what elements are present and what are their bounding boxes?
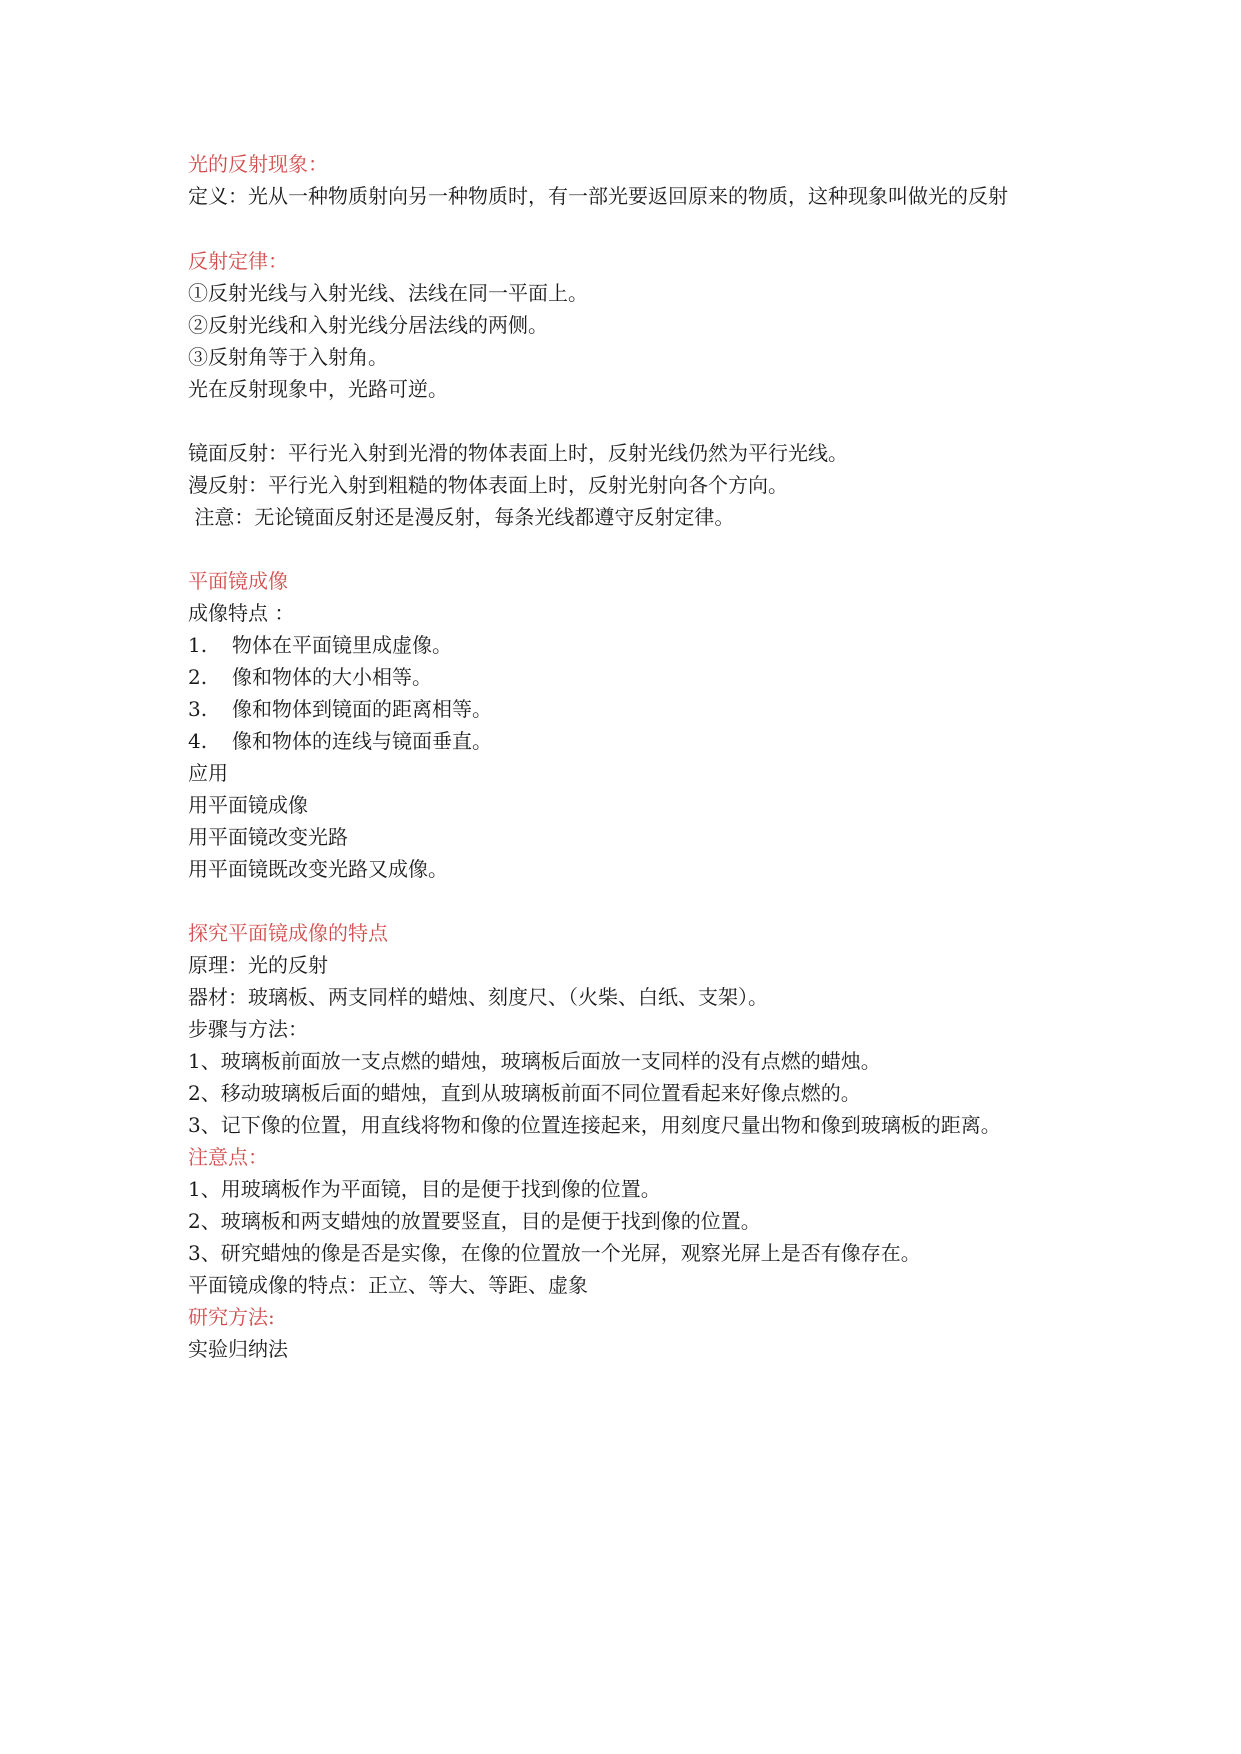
feature-item: [188, 725, 1068, 757]
materials-text: 器材：玻璃板、两支同样的蜡烛、刻度尺、（火柴、白纸、支架）。: [188, 985, 768, 1009]
feature-text: 像和物体到镜面的距离相等。: [232, 697, 492, 721]
step-item: 3、记下像的位置，用直线将物和像的位置连接起来，用刻度尺量出物和像到玻璃板的距离。: [188, 1113, 1001, 1137]
section-title-plane-mirror: 平面镜成像: [188, 569, 288, 593]
spacer: [188, 213, 1068, 245]
reflection-definition: 定义：光从一种物质射向另一种物质时，有一部光要返回原来的物质，这种现象叫做光的反射: [188, 184, 1008, 208]
steps-label: 步骤与方法：: [188, 1017, 308, 1041]
feature-number: 2.: [188, 665, 208, 689]
feature-number: 3.: [188, 697, 208, 721]
reversible-path-text: 光在反射现象中，光路可逆。: [188, 377, 448, 401]
application-item: 用平面镜既改变光路又成像。: [188, 857, 448, 881]
feature-text: 物体在平面镜里成虚像。: [232, 633, 452, 657]
section-title-reflection: 光的反射现象：: [188, 152, 328, 176]
law-item: ③反射角等于入射角。: [188, 345, 388, 369]
summary-text: 平面镜成像的特点：正立、等大、等距、虚象: [188, 1273, 588, 1297]
step-item: 1、玻璃板前面放一支点燃的蜡烛，玻璃板后面放一支同样的没有点燃的蜡烛。: [188, 1049, 881, 1073]
note-item: 1、用玻璃板作为平面镜，目的是便于找到像的位置。: [188, 1177, 661, 1201]
notes-title: 注意点：: [188, 1145, 268, 1169]
principle-text: 原理：光的反射: [188, 953, 328, 977]
feature-item: [188, 629, 1068, 661]
section-title-reflection-law: 反射定律：: [188, 249, 288, 273]
method-text: 实验归纳法: [188, 1337, 288, 1361]
note-item: 2、玻璃板和两支蜡烛的放置要竖直，目的是便于找到像的位置。: [188, 1209, 761, 1233]
feature-number: 4.: [188, 729, 208, 753]
feature-number: 1.: [188, 633, 208, 657]
spacer: [188, 885, 1068, 917]
section-title-experiment: 探究平面镜成像的特点: [188, 921, 388, 945]
feature-text: 像和物体的大小相等。: [232, 665, 432, 689]
specular-reflection-text: 镜面反射：平行光入射到光滑的物体表面上时，反射光线仍然为平行光线。: [188, 441, 848, 465]
note-item: 3、研究蜡烛的像是否是实像，在像的位置放一个光屏，观察光屏上是否有像存在。: [188, 1241, 921, 1265]
diffuse-reflection-text: 漫反射：平行光入射到粗糙的物体表面上时，反射光射向各个方向。: [188, 473, 788, 497]
feature-text: 像和物体的连线与镜面垂直。: [232, 729, 492, 753]
step-item: 2、移动玻璃板后面的蜡烛，直到从玻璃板前面不同位置看起来好像点燃的。: [188, 1081, 861, 1105]
law-item: ①反射光线与入射光线、法线在同一平面上。: [188, 281, 588, 305]
document-content: [188, 148, 1068, 1365]
law-item: ②反射光线和入射光线分居法线的两侧。: [188, 313, 548, 337]
applications-label: 应用: [188, 761, 228, 785]
reflection-note: 注意：无论镜面反射还是漫反射，每条光线都遵守反射定律。: [188, 505, 735, 529]
spacer: [188, 405, 1068, 437]
feature-item: [188, 693, 1068, 725]
application-item: 用平面镜改变光路: [188, 825, 348, 849]
features-label: 成像特点 ：: [188, 601, 295, 625]
feature-item: [188, 661, 1068, 693]
method-title: 研究方法:: [188, 1305, 275, 1329]
application-item: 用平面镜成像: [188, 793, 308, 817]
spacer: [188, 533, 1068, 565]
